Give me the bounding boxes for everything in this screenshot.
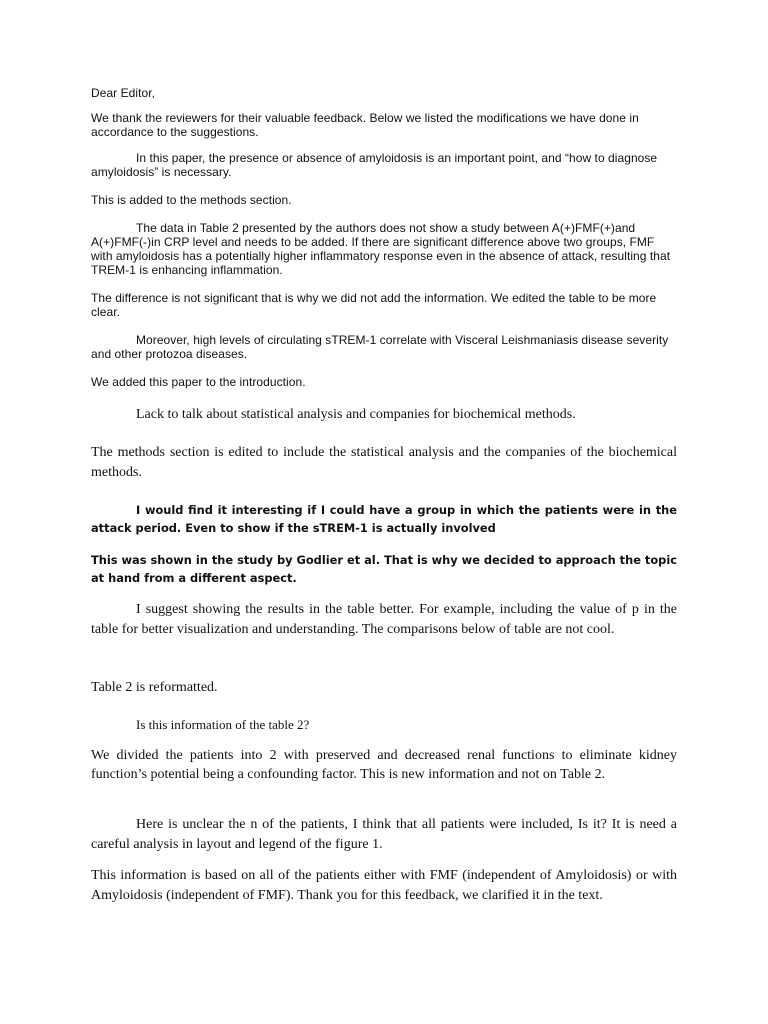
intro-paragraph: We thank the reviewers for their valuable feedback. Below we listed the modifications we have done in accordance to the suggestions. [91, 111, 639, 139]
author-reply: We added this paper to the introduction. [91, 375, 306, 389]
author-reply: This information is based on all of the patients either with FMF (independent of Amyloidosis) or with Amyloidosis (independent of FMF). Thank you for this feedback, we clarified it in the text. [91, 868, 677, 903]
author-reply: This is added to the methods section. [91, 193, 292, 207]
author-reply: This was shown in the study by Godlier et al. That is why we decided to approach the topic at hand from a different aspect. [91, 553, 677, 585]
reviewer-comment: I suggest showing the results in the table better. For example, including the value of p in the table for better visualization and understanding. The comparisons below of table are not cool. [91, 602, 677, 637]
reviewer-comment: Moreover, high levels of circulating sTREM-1 correlate with Visceral Leishmaniasis disease severity and other protozoa diseases. [91, 333, 669, 361]
author-reply: The difference is not significant that is why we did not add the information. We edited the table to be more clear. [91, 291, 657, 319]
reviewer-comment: I would find it interesting if I could have a group in which the patients were in the attack period. Even to show if the sTREM-1 is actually involved [91, 503, 677, 535]
reviewer-comment: Lack to talk about statistical analysis and companies for biochemical methods. [136, 407, 576, 422]
author-reply: We divided the patients into 2 with preserved and decreased renal functions to eliminate kidney function’s potential being a confounding factor. This is new information and not on Table 2. [91, 748, 677, 782]
reviewer-comment: Here is unclear the n of the patients, I think that all patients were included, Is it? It is need a careful analysis in layout and legend of the figure 1. [91, 817, 677, 852]
author-reply: The methods section is edited to include the statistical analysis and the companies of the biochemical methods. [91, 445, 677, 480]
reviewer-comment: Is this information of the table 2? [136, 717, 310, 732]
salutation: Dear Editor, [91, 86, 155, 100]
author-reply: Table 2 is reformatted. [91, 680, 218, 695]
reviewer-comment: In this paper, the presence or absence of amyloidosis is an important point, and “how to diagnose amyloidosis” is necessary. [91, 151, 658, 179]
reviewer-comment: The data in Table 2 presented by the authors does not show a study between A(+)FMF(+)and A(+)FMF(-)in CRP level and needs to be added. If there are significant difference above two groups, FMF with amyloidosis has a potentially higher inflammatory response even in the absence of attack, resulting that TREM-1 is enhancing inflammation. [91, 221, 671, 277]
